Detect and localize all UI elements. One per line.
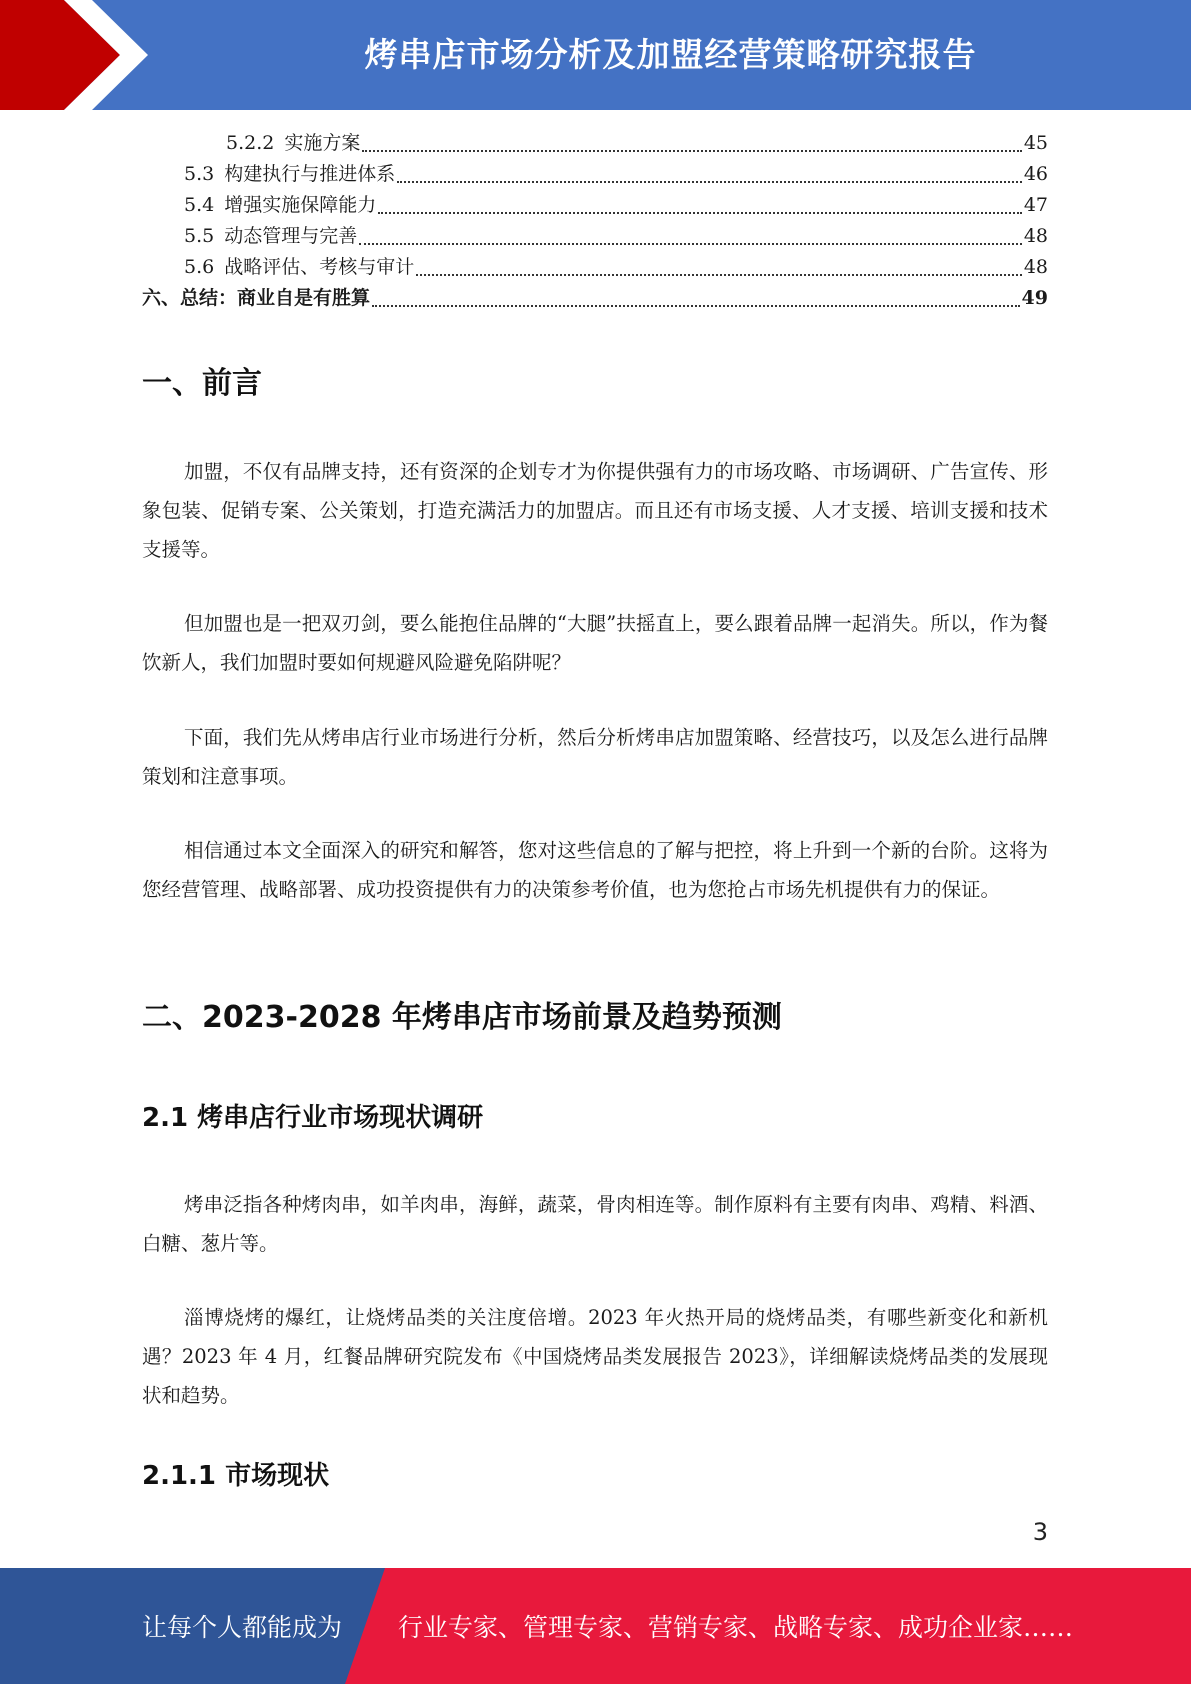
toc-entry-label: 增强实施保障能力 bbox=[224, 194, 377, 216]
toc-entry-page: 48 bbox=[1023, 256, 1048, 278]
preface-paragraph-1: 加盟，不仅有品牌支持，还有资深的企划专才为你提供强有力的市场攻略、市场调研、广告宣传、形象包装、促销专案、公关策划，打造充满活力的加盟店。而且还有市场支援、人才支援、培训支援和技术支援等。 bbox=[142, 460, 1048, 561]
toc-entry-number: 5.3 bbox=[184, 163, 215, 185]
toc-leader-dots bbox=[397, 180, 1022, 183]
section21-paragraph-2: 淄博烧烤的爆红，让烧烤品类的关注度倍增。2023 年火热开局的烧烤品类，有哪些新变化和新机遇？2023 年 4 月，红餐品牌研究院发布《中国烧烤品类发展报告 2023》，详细解读烧烤品类的发展现状和趋势。 bbox=[142, 1306, 1048, 1407]
red-chevron-icon bbox=[0, 0, 150, 110]
toc-entry-page: 46 bbox=[1023, 163, 1048, 185]
toc-entry-number: 5.5 bbox=[184, 225, 215, 247]
footer-slogan-right: 行业专家、管理专家、营销专家、战略专家、成功企业家…… bbox=[398, 1613, 1074, 1642]
toc-entry[interactable] bbox=[142, 252, 1048, 283]
toc-entry-number: 5.4 bbox=[184, 194, 215, 216]
toc-entry[interactable] bbox=[142, 159, 1048, 190]
toc-leader-dots bbox=[378, 211, 1022, 214]
toc-leader-dots bbox=[359, 242, 1022, 245]
toc-entry-page: 49 bbox=[1021, 287, 1048, 309]
section21-paragraph-1: 烤串泛指各种烤肉串，如羊肉串，海鲜，蔬菜，骨肉相连等。制作原料有主要有肉串、鸡精、料酒、白糖、葱片等。 bbox=[142, 1193, 1048, 1255]
toc-entry-label: 六、总结：商业自是有胜算 bbox=[142, 287, 371, 309]
table-of-contents bbox=[142, 128, 1048, 314]
toc-entry[interactable] bbox=[142, 221, 1048, 252]
toc-entry-page: 47 bbox=[1023, 194, 1048, 216]
page-footer bbox=[0, 1568, 1191, 1684]
page-header bbox=[0, 0, 1191, 110]
toc-entry-number: 5.2.2 bbox=[226, 132, 275, 154]
toc-leader-dots bbox=[416, 273, 1022, 276]
section211-heading: 2.1.1 市场现状 bbox=[142, 1461, 330, 1491]
toc-entry-label: 动态管理与完善 bbox=[224, 225, 358, 247]
toc-entry[interactable] bbox=[142, 190, 1048, 221]
toc-leader-dots bbox=[362, 149, 1021, 152]
footer-slogan-left: 让每个人都能成为 bbox=[142, 1613, 343, 1642]
toc-entry-page: 45 bbox=[1023, 132, 1048, 154]
toc-entry-label: 实施方案 bbox=[284, 132, 361, 154]
report-title: 烤串店市场分析及加盟经营策略研究报告 bbox=[364, 34, 977, 74]
toc-entry[interactable] bbox=[142, 283, 1048, 314]
toc-entry-label: 构建执行与推进体系 bbox=[224, 163, 396, 185]
toc-entry[interactable] bbox=[142, 128, 1048, 159]
page-number: 3 bbox=[1032, 1518, 1048, 1546]
preface-heading: 一、前言 bbox=[142, 366, 262, 401]
section21-heading: 2.1 烤串店行业市场现状调研 bbox=[142, 1103, 484, 1133]
chapter2-heading: 二、2023-2028 年烤串店市场前景及趋势预测 bbox=[142, 1000, 782, 1035]
toc-entry-number: 5.6 bbox=[184, 256, 215, 278]
toc-entry-label: 战略评估、考核与审计 bbox=[224, 256, 415, 278]
preface-paragraph-4: 相信通过本文全面深入的研究和解答，您对这些信息的了解与把控，将上升到一个新的台阶。这将为您经营管理、战略部署、成功投资提供有力的决策参考价值，也为您抢占市场先机提供有力的保证。 bbox=[142, 839, 1048, 901]
preface-paragraph-3: 下面，我们先从烤串店行业市场进行分析，然后分析烤串店加盟策略、经营技巧，以及怎么进行品牌策划和注意事项。 bbox=[142, 726, 1048, 788]
toc-entry-page: 48 bbox=[1023, 225, 1048, 247]
preface-paragraph-2: 但加盟也是一把双刃剑，要么能抱住品牌的“大腿”扶摇直上，要么跟着品牌一起消失。所以，作为餐饮新人，我们加盟时要如何规避风险避免陷阱呢？ bbox=[142, 612, 1048, 674]
toc-leader-dots bbox=[372, 304, 1020, 307]
